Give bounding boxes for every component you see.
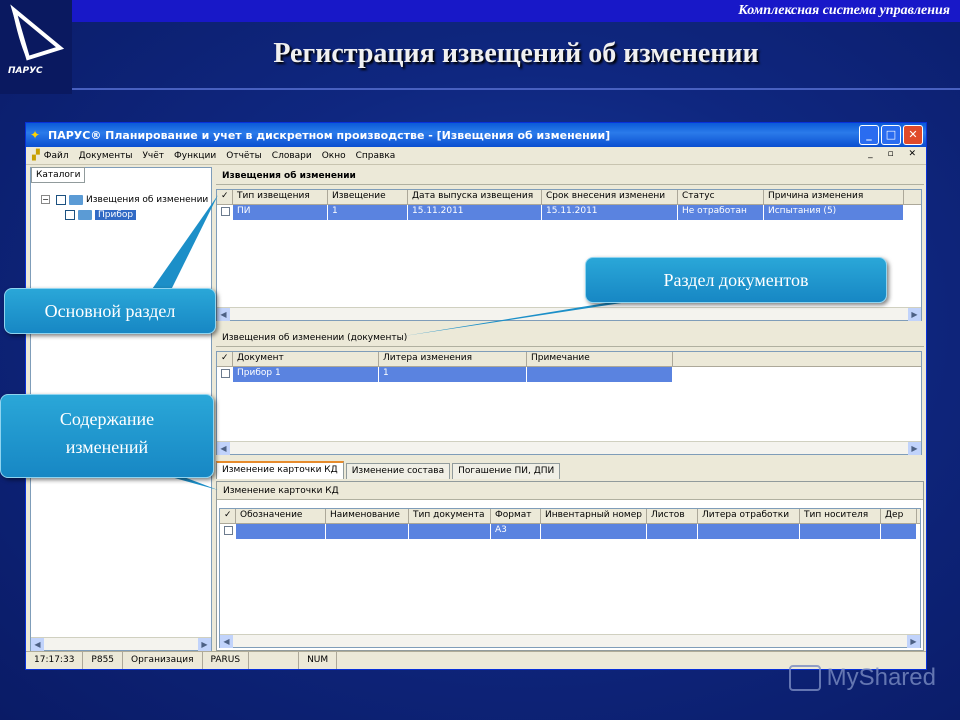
menu-functions[interactable]: Функции (174, 150, 217, 161)
collapse-icon[interactable]: − (42, 195, 49, 204)
watermark-text: MyShared (826, 664, 936, 691)
slide-title: Регистрация извещений об изменении (273, 38, 759, 69)
column-header[interactable]: Документ (233, 352, 379, 366)
menu-accounting[interactable]: Учёт (142, 150, 165, 161)
column-header[interactable]: Листов (647, 509, 698, 523)
column-header[interactable]: Литера отработки (698, 509, 800, 523)
callout-content-changes: Содержание изменений (0, 394, 214, 478)
table-cell: Испытания (5) (764, 205, 904, 220)
column-header[interactable]: ✓ (220, 509, 236, 523)
column-header[interactable]: ✓ (217, 190, 233, 204)
column-header[interactable]: Примечание (527, 352, 673, 366)
scroll-right-icon[interactable]: ▶ (198, 638, 211, 651)
scroll-left-icon[interactable]: ◀ (220, 635, 233, 648)
table-cell: Прибор 1 (233, 367, 379, 382)
pointer-main (150, 195, 218, 292)
mdi-window-buttons[interactable]: _ ▫ ✕ (868, 149, 922, 159)
tree-item-label: Извещения об изменении (86, 194, 209, 205)
documents-header: Извещения об изменении (документы) (216, 329, 924, 347)
table-cell: 1 (328, 205, 408, 220)
column-header[interactable]: Дер (881, 509, 917, 523)
scroll-left-icon[interactable]: ◀ (31, 638, 44, 651)
kd-header: Изменение карточки КД (217, 482, 923, 500)
table-cell: А3 (491, 524, 541, 539)
tree-item-label: Прибор (95, 210, 136, 220)
column-header[interactable]: Извещение (328, 190, 408, 204)
minimize-button[interactable]: _ (859, 125, 879, 145)
status-org-value: PARUS (203, 652, 250, 669)
window-title: ПАРУС® Планирование и учет в дискретном производстве - [Извещения об изменении] (48, 128, 611, 142)
column-header[interactable]: ✓ (217, 352, 233, 366)
tab-kd-card-change[interactable]: Изменение карточки КД (216, 461, 344, 479)
column-header[interactable]: Срок внесения изменени (542, 190, 678, 204)
menu-help[interactable]: Справка (355, 150, 396, 161)
column-header[interactable]: Наименование (326, 509, 409, 523)
menu-reports[interactable]: Отчёты (226, 150, 262, 161)
scroll-left-icon[interactable]: ◀ (217, 308, 230, 321)
pointer-docs (404, 302, 628, 336)
column-header[interactable]: Тип документа (409, 509, 491, 523)
close-button[interactable]: ✕ (903, 125, 923, 145)
tab-composition-change[interactable]: Изменение состава (346, 463, 450, 479)
table-cell: 15.11.2011 (408, 205, 542, 220)
status-org-label: Организация (123, 652, 202, 669)
callout-documents-section: Раздел документов (585, 257, 887, 303)
scroll-right-icon[interactable]: ▶ (907, 635, 920, 648)
status-time: 17:17:33 (26, 652, 83, 669)
table-cell: ПИ (233, 205, 328, 220)
tab-catalogs[interactable]: Каталоги (31, 167, 85, 183)
document-menu-icon[interactable]: ▞ (32, 150, 40, 161)
app-icon: ✦ (30, 128, 41, 142)
watermark-icon (789, 665, 821, 691)
menu-documents[interactable]: Документы (78, 150, 133, 161)
menu-window[interactable]: Окно (321, 150, 346, 161)
scroll-right-icon[interactable]: ▶ (908, 308, 921, 321)
table-cell: Не отработан (678, 205, 764, 220)
logo-text: ПАРУС (8, 66, 43, 76)
callout-main-section: Основной раздел (4, 288, 216, 334)
menu-dictionaries[interactable]: Словари (271, 150, 312, 161)
tab-pi-dpi-repayment[interactable]: Погашение ПИ, ДПИ (452, 463, 560, 479)
column-header[interactable]: Статус (678, 190, 764, 204)
column-header[interactable]: Причина изменения (764, 190, 904, 204)
status-code: Р855 (83, 652, 123, 669)
column-header[interactable]: Формат (491, 509, 541, 523)
column-header[interactable]: Обозначение (236, 509, 326, 523)
scroll-right-icon[interactable]: ▶ (908, 442, 921, 455)
column-header[interactable]: Дата выпуска извещения (408, 190, 542, 204)
status-num: NUM (299, 652, 337, 669)
watermark (789, 664, 936, 692)
scroll-left-icon[interactable]: ◀ (217, 442, 230, 455)
column-header[interactable]: Тип извещения (233, 190, 328, 204)
notices-header: Извещения об изменении (216, 167, 924, 185)
column-header[interactable]: Инвентарный номер (541, 509, 647, 523)
column-header[interactable]: Литера изменения (379, 352, 527, 366)
brand-text: Комплексная система управления (738, 3, 950, 18)
column-header[interactable]: Тип носителя (800, 509, 881, 523)
maximize-button[interactable]: □ (881, 125, 901, 145)
table-cell: 15.11.2011 (542, 205, 678, 220)
menu-file[interactable]: Файл (43, 150, 69, 161)
table-cell: 1 (379, 367, 527, 382)
